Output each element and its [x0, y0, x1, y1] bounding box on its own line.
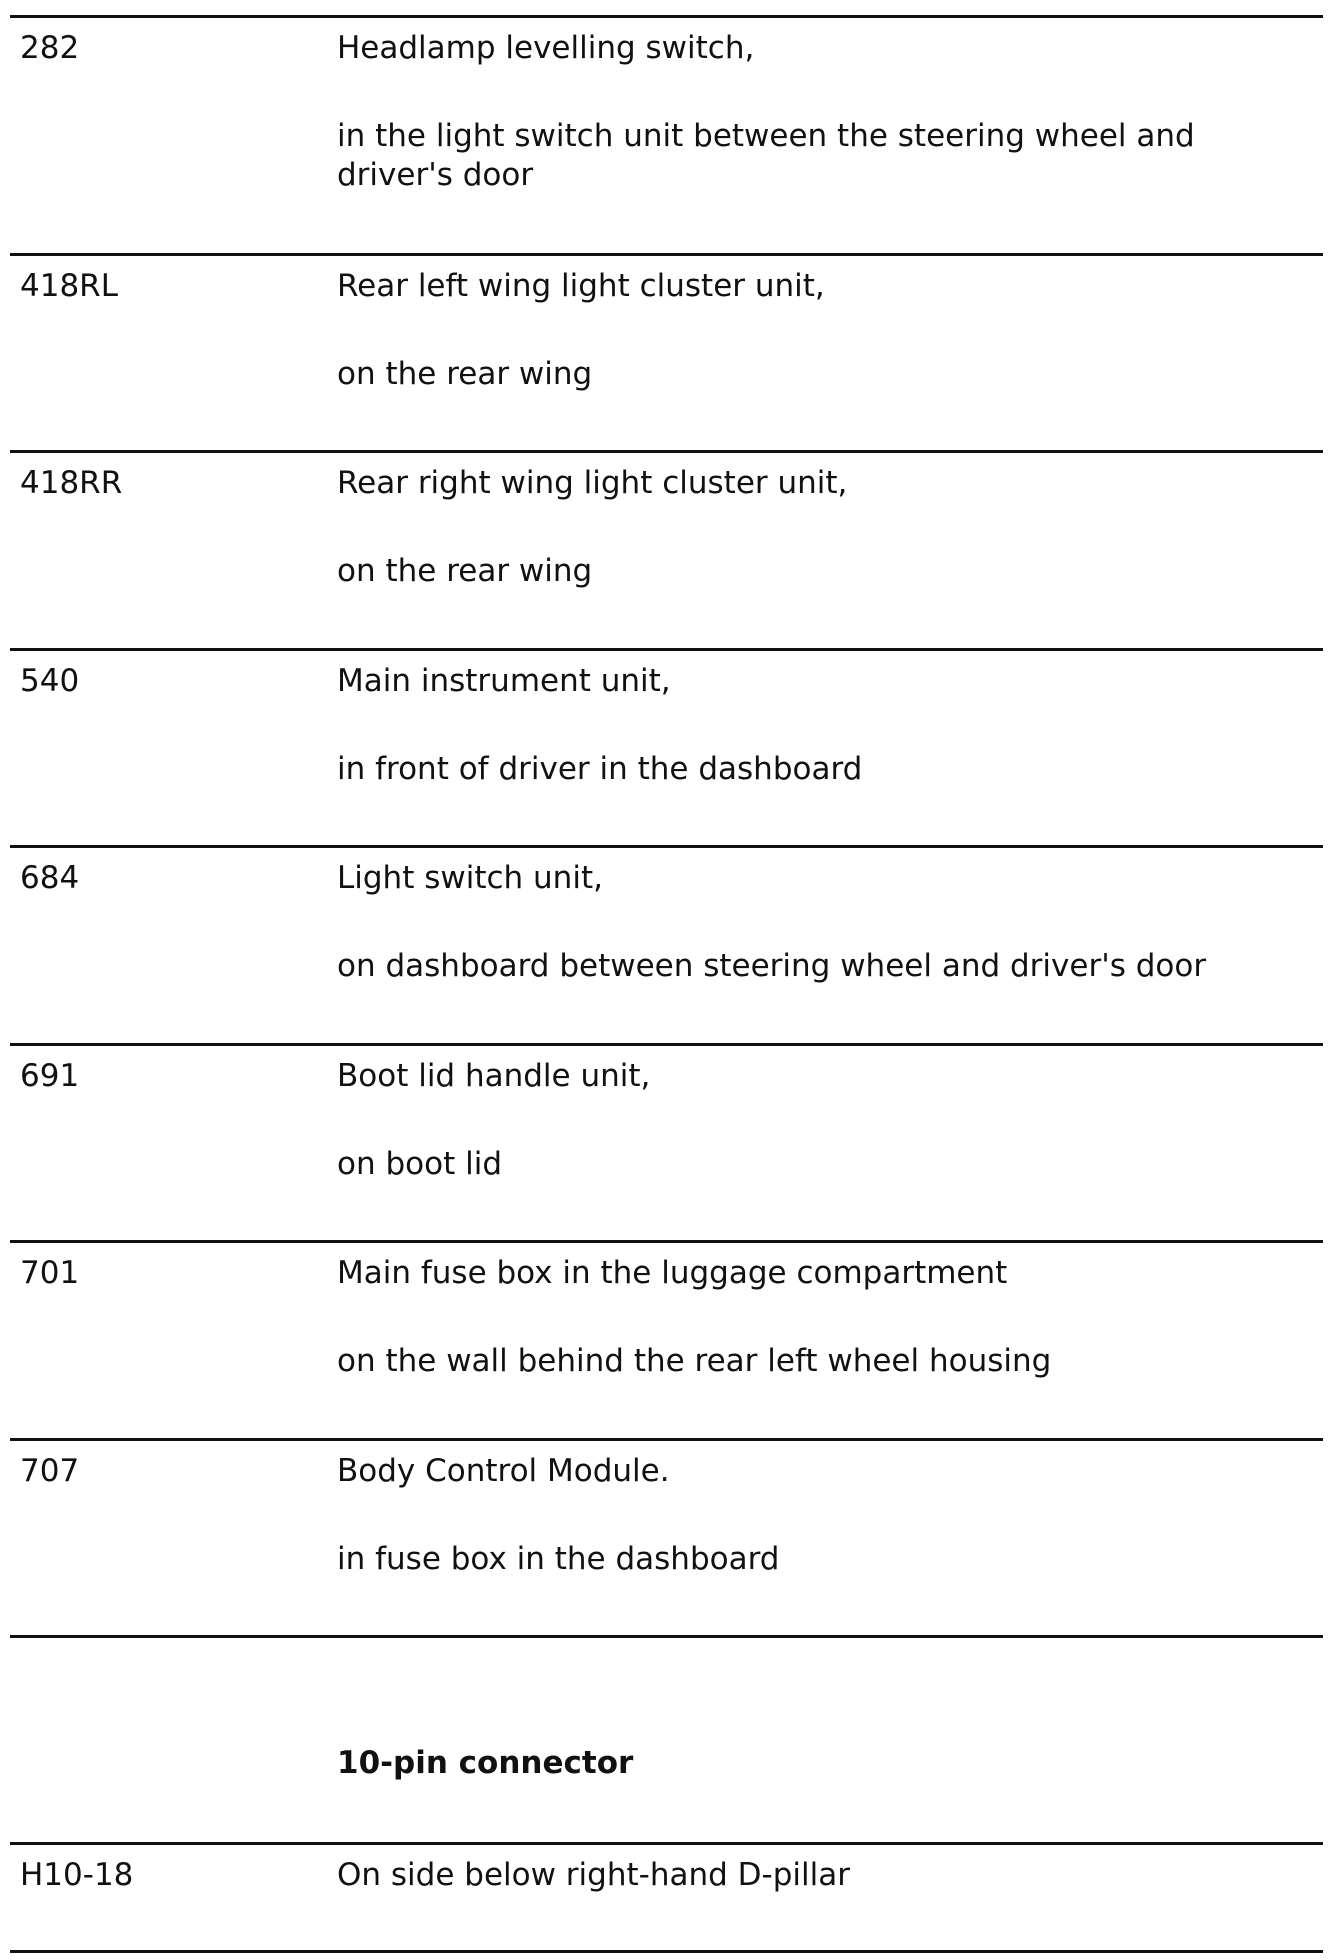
row-divider — [10, 648, 1323, 651]
component-name: Rear left wing light cluster unit, — [337, 268, 825, 304]
connector-table-top-rule — [10, 1842, 1323, 1845]
component-name: Main instrument unit, — [337, 663, 671, 699]
component-name: Headlamp levelling switch, — [337, 30, 755, 66]
component-code: 282 — [20, 30, 80, 66]
component-location: in fuse box in the dashboard — [337, 1541, 780, 1577]
component-name: Body Control Module. — [337, 1453, 670, 1489]
table-bottom-rule — [10, 1635, 1323, 1638]
component-location: on dashboard between steering wheel and driver's door — [337, 948, 1207, 984]
section-heading: 10-pin connector — [337, 1745, 634, 1781]
component-location: on the wall behind the rear left wheel housing — [337, 1343, 1052, 1379]
row-divider — [10, 845, 1323, 848]
connector-table-bottom-rule — [10, 1950, 1323, 1953]
row-divider — [10, 1438, 1323, 1441]
component-name: Boot lid handle unit, — [337, 1058, 651, 1094]
component-location: on boot lid — [337, 1146, 502, 1182]
component-name: Light switch unit, — [337, 860, 603, 896]
component-location: on the rear wing — [337, 553, 593, 589]
table-top-rule — [10, 15, 1323, 18]
component-code: 684 — [20, 860, 80, 896]
row-divider — [10, 1043, 1323, 1046]
component-code: 540 — [20, 663, 80, 699]
component-location: on the rear wing — [337, 356, 593, 392]
connector-location: On side below right-hand D-pillar — [337, 1857, 850, 1893]
row-divider — [10, 253, 1323, 256]
component-code: 707 — [20, 1453, 80, 1489]
component-code: 418RL — [20, 268, 118, 304]
component-location: in the light switch unit between the steering wheel and driver's door — [337, 118, 1195, 193]
component-code: 691 — [20, 1058, 80, 1094]
component-code: 418RR — [20, 465, 123, 501]
component-location: in front of driver in the dashboard — [337, 751, 863, 787]
component-name: Main fuse box in the luggage compartment — [337, 1255, 1008, 1291]
component-name: Rear right wing light cluster unit, — [337, 465, 848, 501]
component-code: 701 — [20, 1255, 80, 1291]
connector-code: H10-18 — [20, 1857, 134, 1893]
row-divider — [10, 450, 1323, 453]
row-divider — [10, 1240, 1323, 1243]
